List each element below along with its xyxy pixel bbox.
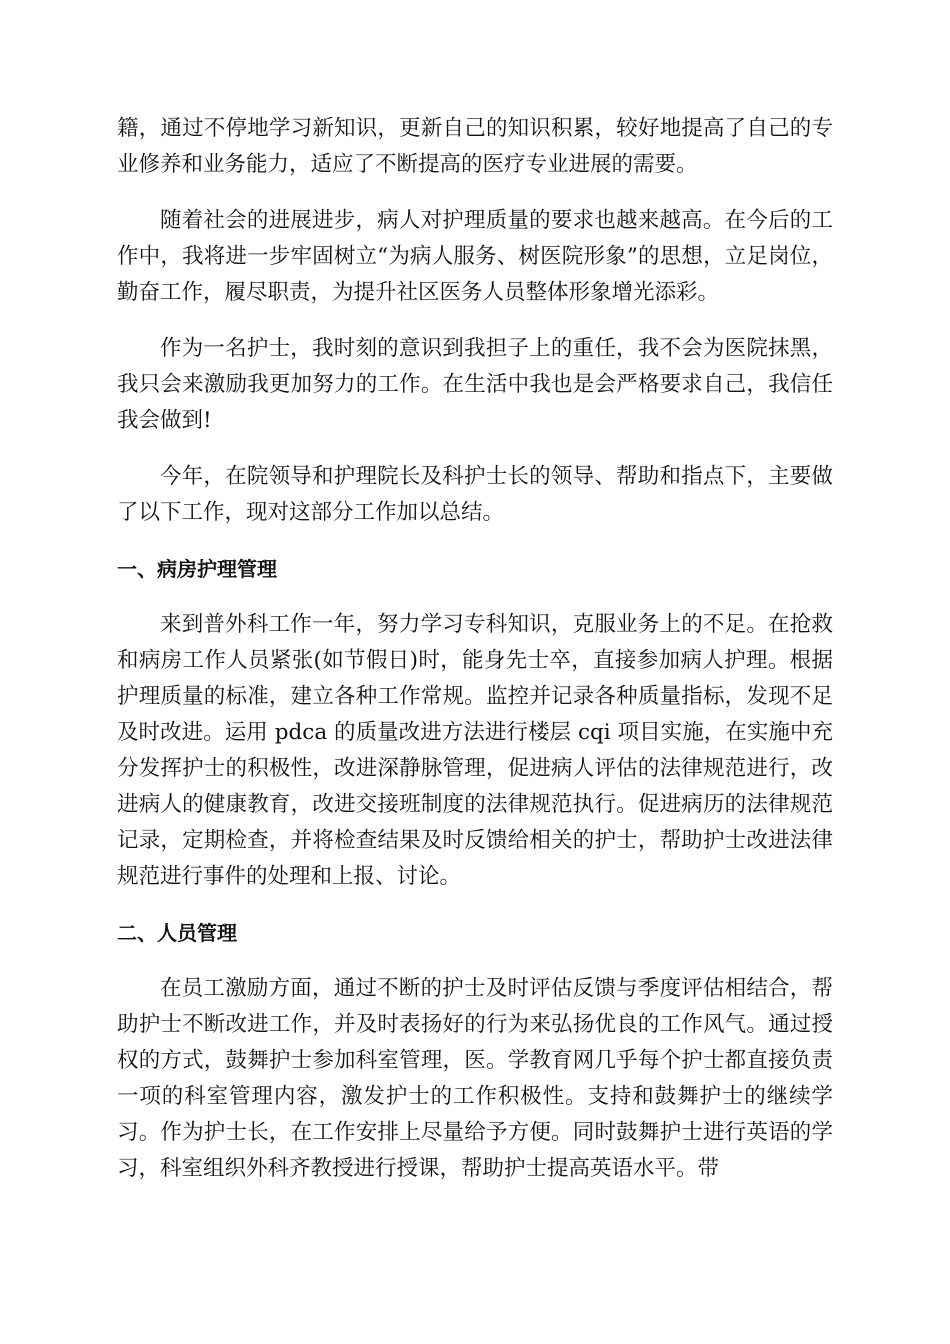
section-heading-ward-management: 一、病房护理管理 [117,557,277,581]
paragraph-ward-management: 来到普外科工作一年，努力学习专科知识，克服业务上的不足。在抢救和病房工作人员紧张(如节假日)时，能身先士卒，直接参加病人护理。根据护理质量的标准，建立各种工作常规。监控并记录各种质量指标，发现不足及时改进。运用 pdca 的质量改进方法进行楼层 cqi 项目实施，在实施中充分发挥护士的积极性，改进深静脉管理，促进病人评估的法律规范进行，改进病人的健康教育，改进交接班制度的法律规范执行。促进病历的法律规范记录，定期检查，并将检查结果及时反馈给相关的护士，帮助护士改进法律规范进行事件的处理和上报、讨论。 [117,612,833,889]
paragraph-social-progress: 随着社会的进展进步，病人对护理质量的要求也越来越高。在今后的工作中，我将进一步牢固树立“为病人服务、树医院形象”的思想，立足岗位，勤奋工作，履尽职责，为提升社区医务人员整体形象增光添彩。 [117,208,833,305]
paragraph-year-summary: 今年，在院领导和护理院长及科护士长的领导、帮助和指点下，主要做了以下工作，现对这部分工作加以总结。 [117,464,833,525]
document-body [117,111,833,1207]
section-heading-staff-management: 二、人员管理 [117,921,237,945]
paragraph-nurse-responsibility: 作为一名护士，我时刻的意识到我担子上的重任，我不会为医院抹黑，我只会来激励我更加努力的工作。在生活中我也是会严格要求自己，我信任我会做到! [117,336,833,433]
paragraph-continuation: 籍，通过不停地学习新知识，更新自己的知识积累，较好地提高了自己的专业修养和业务能力，适应了不断提高的医疗专业进展的需要。 [117,116,833,177]
paragraph-staff-management: 在员工激励方面，通过不断的护士及时评估反馈与季度评估相结合，帮助护士不断改进工作，并及时表扬好的行为来弘扬优良的工作风气。通过授权的方式，鼓舞护士参加科室管理，医。学教育网几乎每个护士都直接负责一项的科室管理内容，激发护士的工作积极性。支持和鼓舞护士的继续学习。作为护士长，在工作安排上尽量给予方便。同时鼓舞护士进行英语的学习，科室组织外科齐教授进行授课，帮助护士提高英语水平。带 [117,976,833,1181]
